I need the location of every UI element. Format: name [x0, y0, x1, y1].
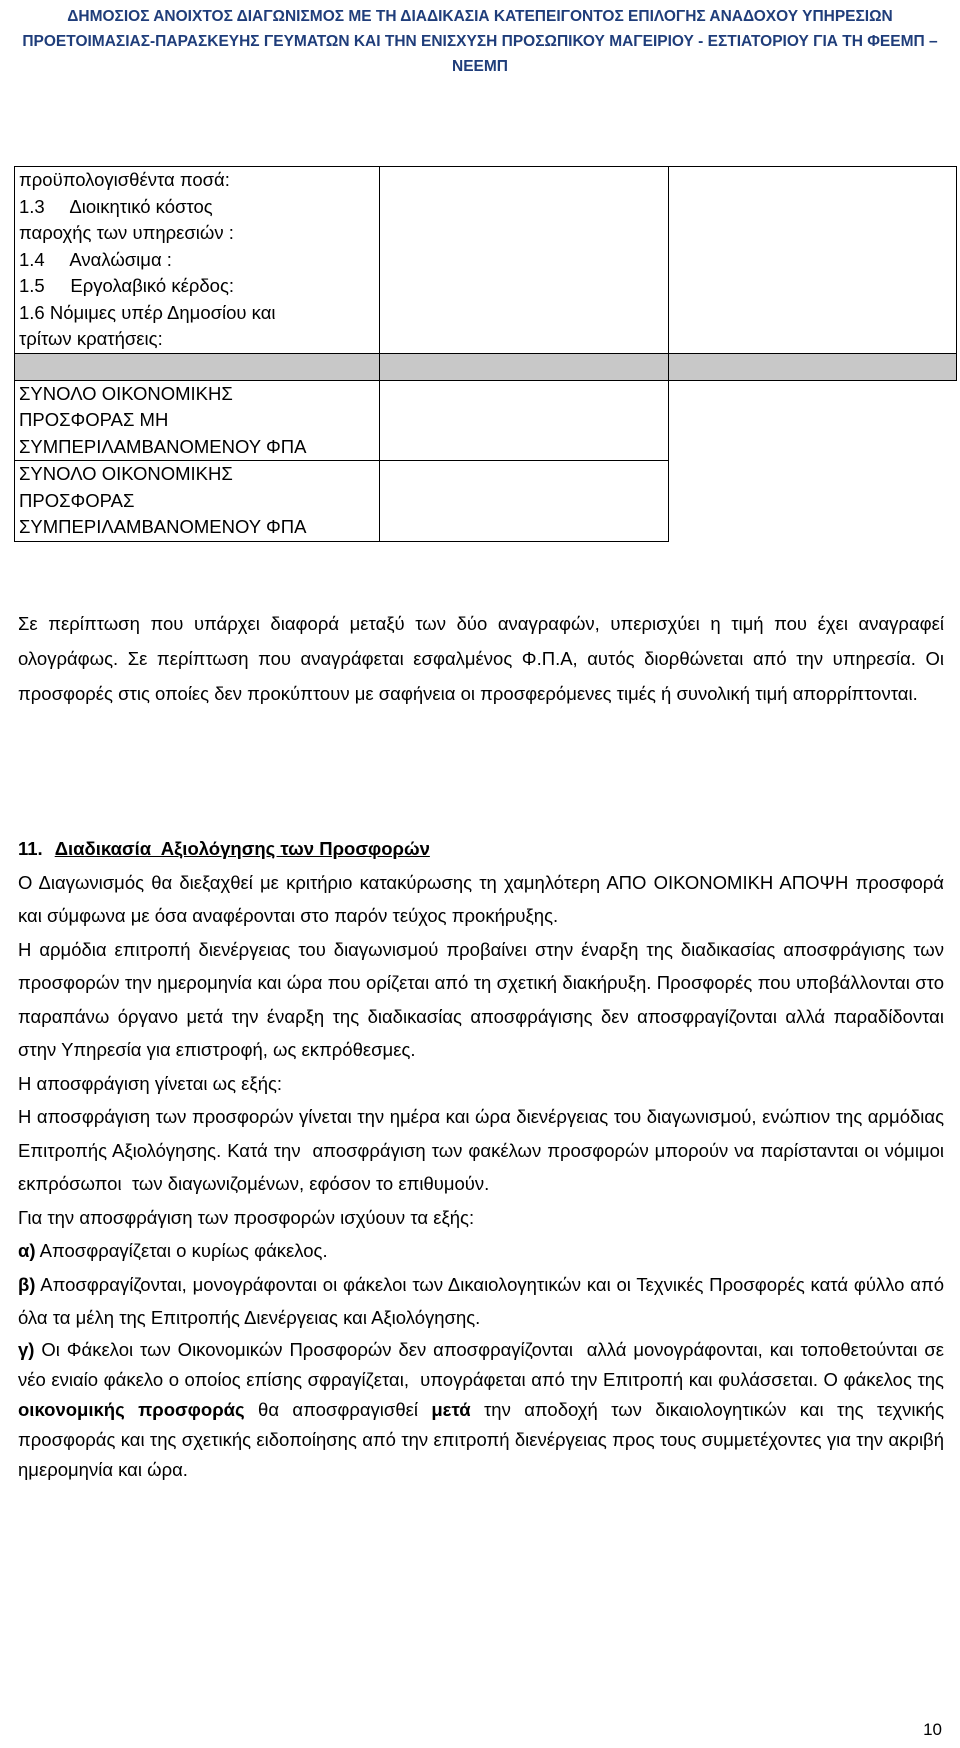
table-cell-value: [380, 167, 669, 354]
section-paragraph: Η αποσφράγιση των προσφορών γίνεται την ημέρα και ώρα διενέργειας του διαγωνισμού, ενώπιον της αρμόδιας Επιτροπής Αξιολόγησης. Κατά την αποσφράγιση των φακέλων προσφορών μπορούν να παρίστανται οι νόμιμοι εκπρόσωποι των διαγωνιζομένων, εφόσον το επιθυμούν.: [18, 1106, 950, 1194]
bold-term: μετά: [431, 1398, 471, 1420]
header-line-1: ΔΗΜΟΣΙΟΣ ΑΝΟΙΧΤΟΣ ΔΙΑΓΩΝΙΣΜΟΣ ΜΕ ΤΗ ΔΙΑΔΙΚΑΣΙΑ ΚΑΤΕΠΕΙΓΟΝΤΟΣ ΕΠΙΛΟΓΗΣ ΑΝΑΔΟΧΟΥ ΥΠΗΡΕΣΙΩΝ: [67, 8, 893, 25]
section-paragraph: Η αρμόδια επιτροπή διενέργειας του διαγωνισμού προβαίνει στην έναρξη της διαδικασίας αποσφράγισης των προσφορών την ημερομηνία και ώρα που ορίζεται από τη σχετική διακήρυξη. Προσφορές που υποβάλλονται στο παραπάνω όργανο μετά την έναρξη της διαδικασίας αποσφράγισης δεν αποσφραγίζονται αλλά παραδίδονται στην Υπηρεσία για επιστροφή, ως εκπρόθεσμες.: [18, 938, 944, 1060]
table-row: [15, 380, 957, 461]
document-header: [0, 4, 960, 79]
list-label: β): [18, 1273, 36, 1295]
list-item-c: [18, 1335, 950, 1485]
table-cell-value: [380, 380, 669, 461]
table-cell-shaded: [15, 353, 380, 380]
row2-line: ΣΥΝΟΛΟ ΟΙΚΟΝΟΜΙΚΗΣ: [19, 382, 233, 404]
bold-term: οικονομικής προσφοράς: [18, 1398, 245, 1420]
row1-line: 1.6 Νόμιμες υπέρ Δημοσίου και: [19, 301, 276, 323]
table-row: [15, 167, 957, 354]
header-line-2: ΠΡΟΕΤΟΙΜΑΣΙΑΣ-ΠΑΡΑΣΚΕΥΗΣ ΓΕΥΜΑΤΩΝ ΚΑΙ ΤΗΝ ΕΝΙΣΧΥΣΗ ΠΡΟΣΩΠΙΚΟΥ ΜΑΓΕΙΡΙΟΥ - ΕΣΤΙΑΤΟΡΙΟΥ ΓΙΑ ΤΗ ΦΕΕΜΠ –: [22, 33, 938, 50]
section-heading: [18, 832, 944, 866]
list-item-a: [18, 1234, 944, 1268]
price-note-paragraph: Σε περίπτωση που υπάρχει διαφορά μεταξύ των δύο αναγραφών, υπερισχύει η τιμή που έχει αναγραφεί ολογράφως. Σε περίπτωση που αναγράφεται εσφαλμένος Φ.Π.Α, αυτός διορθώνεται από την υπηρεσία. Οι προσφορές στις οποίες δεν προκύπτουν με σαφήνεια οι προσφερόμενες τιμές ή συνολική τιμή απορρίπτονται.: [18, 613, 944, 704]
table-cell-empty: [669, 380, 957, 461]
section-paragraph: Ο Διαγωνισμός θα διεξαχθεί με κριτήριο κατακύρωσης τη χαμηλότερη ΑΠΟ ΟΙΚΟΝΟΜΙΚΗ ΑΠΟΨΗ προσφορά και σύμφωνα με όσα αναφέρονται στο παρόν τεύχος προκήρυξης.: [18, 871, 944, 926]
list-text: Αποσφραγίζονται, μονογράφονται οι φάκελοι των Δικαιολογητικών και οι Τεχνικές Προσφορές κατά φύλλο από όλα τα μέλη της Επιτροπής Διενέργειας και Αξιολόγησης.: [18, 1273, 944, 1328]
table-cell-label: [15, 167, 380, 354]
row1-line: 1.4 Αναλώσιμα :: [19, 248, 172, 270]
list-text: την αποδοχή των δικαιολογητικών και της τεχνικής προσφοράς και της σχετικής ειδοποίησης από την επιτροπή διενέργειας προς τους συμμετέχοντες για την ακριβή ημερομηνία και ώρα.: [18, 1398, 944, 1480]
section-number: 11.: [18, 838, 43, 859]
row1-line: προϋπολογισθέντα ποσά:: [19, 169, 230, 190]
list-label: α): [18, 1240, 36, 1261]
section-11: [18, 832, 950, 1485]
row1-line: 1.3 Διοικητικό κόστος: [19, 195, 213, 217]
table-cell-value: [380, 461, 669, 542]
list-item-b: [18, 1268, 944, 1335]
section-paragraph: Η αποσφράγιση γίνεται ως εξής:: [18, 1072, 283, 1094]
table-cell-label: [15, 461, 380, 542]
row1-line: 1.5 Εργολαβικό κέρδος:: [19, 275, 234, 296]
table-row-separator: [15, 353, 957, 380]
table-cell-label: [15, 380, 380, 461]
table-cell-empty: [669, 461, 957, 542]
price-table: [14, 166, 957, 542]
row1-line: τρίτων κρατήσεις:: [19, 328, 163, 349]
row3-line: ΣΥΜΠΕΡΙΛΑΜΒΑΝΟΜΕΝΟΥ ΦΠΑ: [19, 516, 307, 537]
header-line-3: ΝΕΕΜΠ: [452, 58, 508, 75]
page-number: 10: [923, 1720, 942, 1739]
list-text: θα αποσφραγισθεί: [244, 1398, 432, 1420]
list-text: Οι Φάκελοι των Οικονομικών Προσφορών δεν αποσφραγίζονται αλλά μονογράφονται, και τοποθετούνται σε νέο ενιαίο φάκελο ο οποίος επίσης σφραγίζεται, υπογράφεται από την Επιτροπή και φυλάσσεται. Ο φάκελος της: [18, 1338, 950, 1390]
row2-line: ΣΥΜΠΕΡΙΛΑΜΒΑΝΟΜΕΝΟΥ ΦΠΑ: [19, 435, 307, 457]
row3-line: ΣΥΝΟΛΟ ΟΙΚΟΝΟΜΙΚΗΣ: [19, 463, 233, 484]
section-title: Διαδικασία Αξιολόγησης των Προσφορών: [54, 838, 430, 859]
table-cell-shaded: [669, 353, 957, 380]
list-text: Αποσφραγίζεται ο κυρίως φάκελος.: [35, 1240, 328, 1261]
row1-line: παροχής των υπηρεσιών :: [19, 222, 234, 243]
list-label: γ): [18, 1338, 35, 1360]
row2-line: ΠΡΟΣΦΟΡΑΣ ΜΗ: [19, 409, 169, 430]
section-paragraph: Για την αποσφράγιση των προσφορών ισχύουν τα εξής:: [18, 1206, 475, 1228]
table-cell-value: [669, 167, 957, 354]
row3-line: ΠΡΟΣΦΟΡΑΣ: [19, 489, 135, 511]
table-cell-shaded: [380, 353, 669, 380]
table-row: [15, 461, 957, 542]
